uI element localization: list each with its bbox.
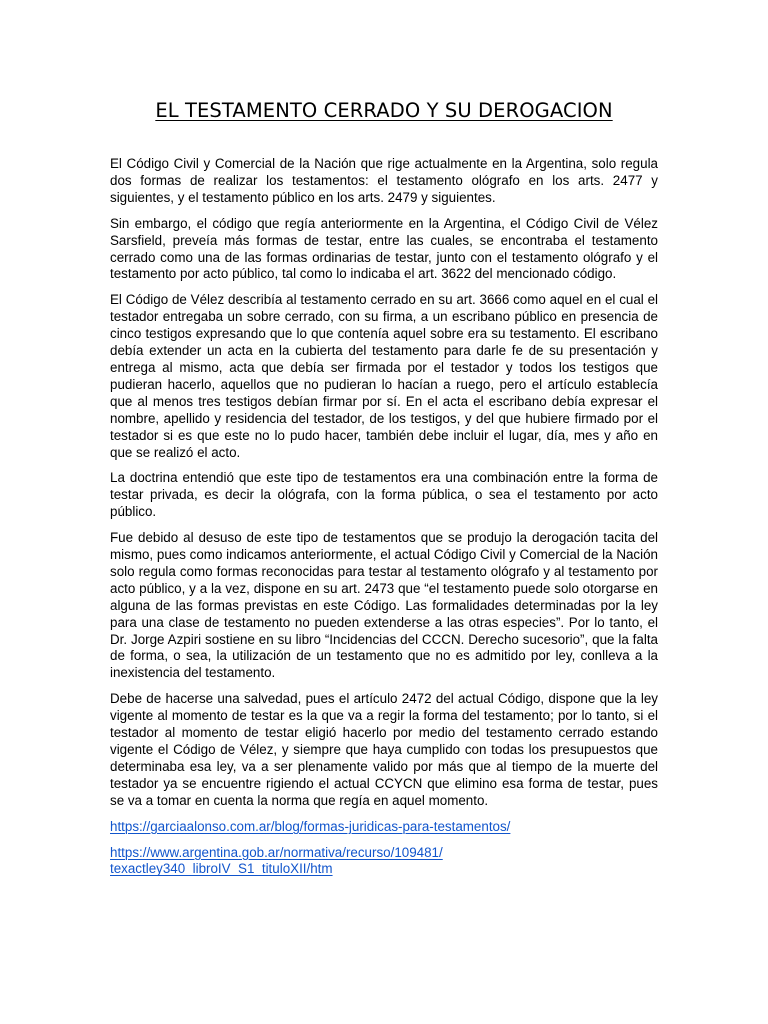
paragraph-current-code: El Código Civil y Comercial de la Nación que rige actualmente en la Argentina, solo regula dos formas de realizar los testamentos: el testamento ológrafo en los arts. 2477 y siguientes, y el testamento público en los arts. 2479 y siguientes. <box>110 156 658 205</box>
paragraph-velez-code: Sin embargo, el código que regía anteriormente en la Argentina, el Código Civil de Vélez Sarsfield, preveía más formas de testar, entre las cuales, se encontraba el testamento cerrado como una de las formas ordinarias de testar, junto con el testamento ológrafo y el testamento por acto público, tal como lo indicaba el art. 3622 del mencionado código. <box>110 215 658 282</box>
document-page <box>110 98 658 887</box>
reference-link-garciaalonso[interactable] <box>110 819 658 836</box>
paragraph-derogation: Fue debido al desuso de este tipo de testamentos que se produjo la derogación tacita del mismo, pues como indicamos anteriormente, el actual Código Civil y Comercial de la Nación solo regula como formas reconocidas para testar al testamento ológrafo y al testamento por acto público, y a la vez, dispone en su art. 2473 que “el testamento puede solo otorgarse en alguna de las formas previstas en este Código. Las formalidades determinadas por la ley para una clase de testamento no pueden extenderse a las otras especies”. Por lo tanto, el Dr. Jorge Azpiri sostiene en su libro “Incidencias del CCCN. Derecho sucesorio”, que la falta de forma, o sea, la utilización de un testamento que no es admitido por ley, conlleva a la inexistencia del testamento. <box>110 530 658 681</box>
reference-link-line: https://www.argentina.gob.ar/normativa/recurso/109481/ <box>110 844 443 860</box>
paragraph-exception: Debe de hacerse una salvedad, pues el artículo 2472 del actual Código, dispone que la ley vigente al momento de testar es la que va a regir la forma del testamento; por lo tanto, si el testador al momento de testar eligió hacerlo por medio del testamento cerrado estando vigente el Código de Vélez, y siempre que haya cumplido con todas los presupuestos que determinaba esa ley, va a ser plenamente valido por más que al tiempo de la muerte del testador ya se encuentre rigiendo el actual CCYCN que elimino esa forma de testar, pues se va a tomar en cuenta la norma que regía en aquel momento. <box>110 691 658 808</box>
document-title: EL TESTAMENTO CERRADO Y SU DEROGACION <box>155 99 613 122</box>
paragraph-art-3666: El Código de Vélez describía al testamento cerrado en su art. 3666 como aquel en el cual el testador entregaba un sobre cerrado, con su firma, a un escribano público en presencia de cinco testigos expresando que lo que contenía aquel sobre era su testamento. El escribano debía extender un acta en la cubierta del testamento para darle fe de su presentación y entrega al mismo, acta que debía ser firmada por el testador y todos los testigos que pudieran hacerlo, aquellos que no pudieran lo hacían a ruego, pero el artículo establecía que al menos tres testigos debían firmar por sí. En el acta el escribano debía expresar el nombre, apellido y residencia del testador, de los testigos, y del que hubiere firmado por el testador si es que este no lo pudo hacer, también debe incluir el lugar, día, mes y año en que se realizó el acto. <box>110 292 658 460</box>
reference-link-line: https://garciaalonso.com.ar/blog/formas-juridicas-para-testamentos/ <box>110 818 511 834</box>
paragraph-doctrine: La doctrina entendió que este tipo de testamentos era una combinación entre la forma de testar privada, es decir la ológrafa, con la forma pública, o sea el testamento por acto público. <box>110 470 658 520</box>
reference-link-line: texactley340_libroIV_S1_tituloXII/htm <box>110 861 333 877</box>
reference-link-argentina-gob[interactable] <box>110 845 658 879</box>
